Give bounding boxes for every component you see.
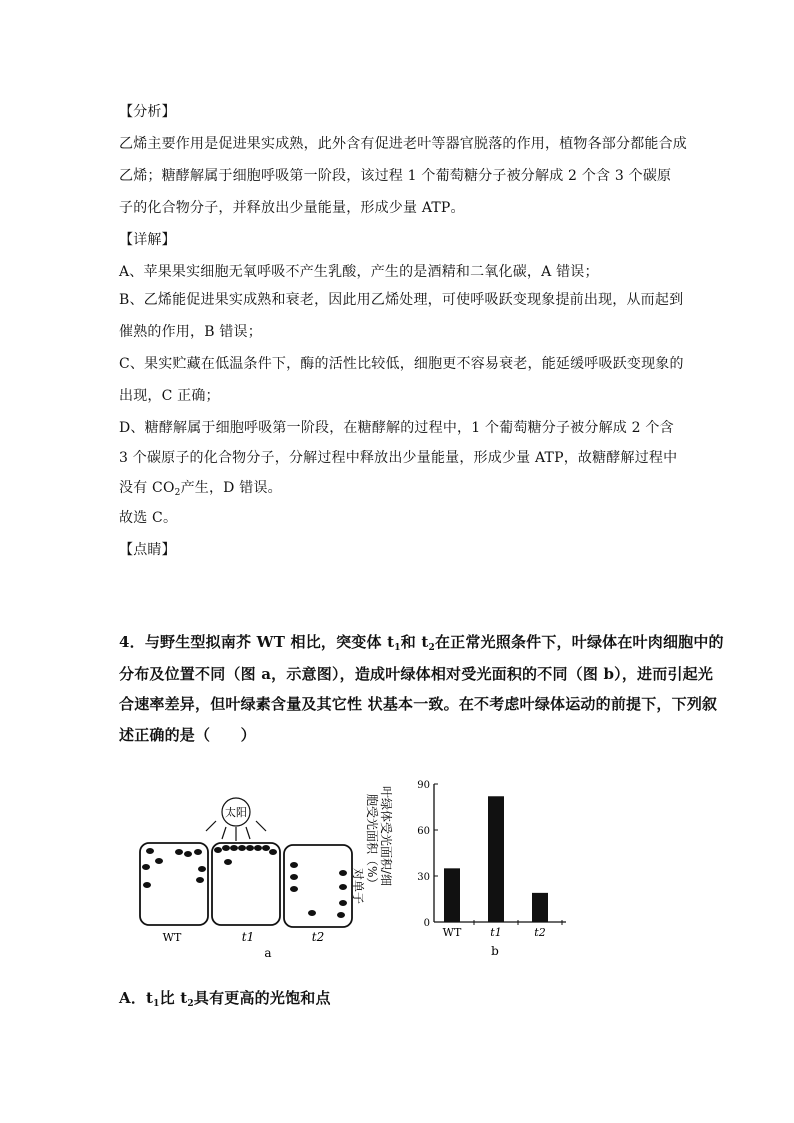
question-line: 述正确的是（ ） [119, 726, 256, 744]
chart-plot [417, 780, 566, 939]
question-line [119, 632, 724, 652]
chart-x-tick-label: WT [442, 926, 462, 939]
analysis-line: 子的化合物分子，并释放出少量能量，形成少量 ATP。 [119, 200, 465, 216]
chloroplasts-t2 [290, 862, 347, 918]
opt-a-sub2: 2 [187, 999, 194, 1009]
detail-conclusion: 故选 C。 [119, 510, 178, 526]
chart-ylabel-line: 胞受光面积（%） [365, 794, 379, 890]
opt-a-post: 具有更高的光饱和点 [193, 989, 331, 1007]
detail-line: D、糖酵解属于细胞呼吸第一阶段，在糖酵解的过程中，1 个葡萄糖分子被分解成 2 个含 [119, 420, 674, 436]
figure-b-chart [350, 772, 580, 962]
detail-line: B、乙烯能促进果实成熟和衰老，因此用乙烯处理，可使呼吸跃变现象提前出现，从而起到 [119, 292, 684, 308]
comment-heading: 【点睛】 [119, 542, 176, 558]
q-line1-b: 和 t [400, 633, 429, 651]
chart-y-tick-label: 30 [417, 872, 430, 883]
co2-sub: 2 [174, 488, 181, 498]
analysis-line: 乙烯主要作用是促进果实成熟，此外含有促进老叶等器官脱落的作用，植物各部分都能合成 [119, 136, 687, 152]
analysis-line: 乙烯；糖酵解属于细胞呼吸第一阶段，该过程 1 个葡萄糖分子被分解成 2 个含 3 个碳原 [119, 168, 672, 184]
opt-a-pre: A．t [119, 989, 154, 1007]
q-sub2: 2 [428, 643, 435, 653]
cell-label-t2: t2 [311, 930, 325, 944]
chloroplasts-wt [142, 848, 206, 888]
detail-line: 出现，C 正确； [119, 388, 220, 404]
chart-x-tick-label: t2 [534, 926, 546, 939]
chart-bar-t2 [532, 893, 548, 922]
cell-t1 [212, 843, 280, 925]
cell-label-wt: WT [162, 931, 182, 944]
q-line1-a: 4．与野生型拟南芥 WT 相比，突变体 t [119, 633, 395, 651]
chart-y-tick-label: 90 [417, 780, 430, 791]
detail-line: 3 个碳原子的化合物分子，分解过程中释放出少量能量，形成少量 ATP，故糖酵解过程中 [119, 450, 678, 466]
co2-pre: 没有 CO [119, 480, 175, 496]
option-a [119, 988, 331, 1008]
figure-a-caption: a [264, 946, 272, 960]
sun-label: 太阳 [225, 806, 247, 819]
chart-side-label: 对单子 [351, 868, 365, 905]
analysis-heading: 【分析】 [119, 104, 176, 120]
co2-post: 产生，D 错误。 [180, 480, 282, 496]
detail-line: C、果实贮藏在低温条件下，酶的活性比较低，细胞更不容易衰老，能延缓呼吸跃变现象的 [119, 356, 684, 372]
chart-bar-wt [444, 868, 460, 922]
chart-bar-t1 [488, 796, 504, 922]
detail-line-co2 [119, 478, 282, 498]
q-line1-c: 在正常光照条件下，叶绿体在叶肉细胞中的 [434, 633, 724, 651]
opt-a-mid: 比 t [159, 989, 188, 1007]
opt-a-sub1: 1 [153, 999, 160, 1009]
chloroplasts-t1 [214, 845, 277, 865]
question-line: 合速率差异，但叶绿素含量及其它性 状基本一致。在不考虑叶绿体运动的前提下，下列叙 [119, 695, 718, 713]
figure-a [130, 785, 360, 965]
detail-line: A、苹果果实细胞无氧呼吸不产生乳酸，产生的是酒精和二氧化碳，A 错误； [119, 264, 599, 280]
chart-y-tick-label: 0 [423, 918, 430, 929]
q-sub1: 1 [394, 643, 401, 653]
detail-line: 催熟的作用，B 错误； [119, 324, 262, 340]
sun-icon [206, 798, 266, 841]
chart-ylabel-line: 叶绿体受光面积/细 [379, 786, 393, 887]
cell-label-t1: t1 [241, 930, 255, 944]
question-line: 分布及位置不同（图 a，示意图），造成叶绿体相对受光面积的不同（图 b），进而引起光 [119, 665, 714, 683]
detail-heading: 【详解】 [119, 232, 176, 248]
chart-y-tick-label: 60 [417, 826, 430, 837]
chart-x-tick-label: t1 [490, 926, 502, 939]
figure-b-caption: b [491, 944, 499, 958]
